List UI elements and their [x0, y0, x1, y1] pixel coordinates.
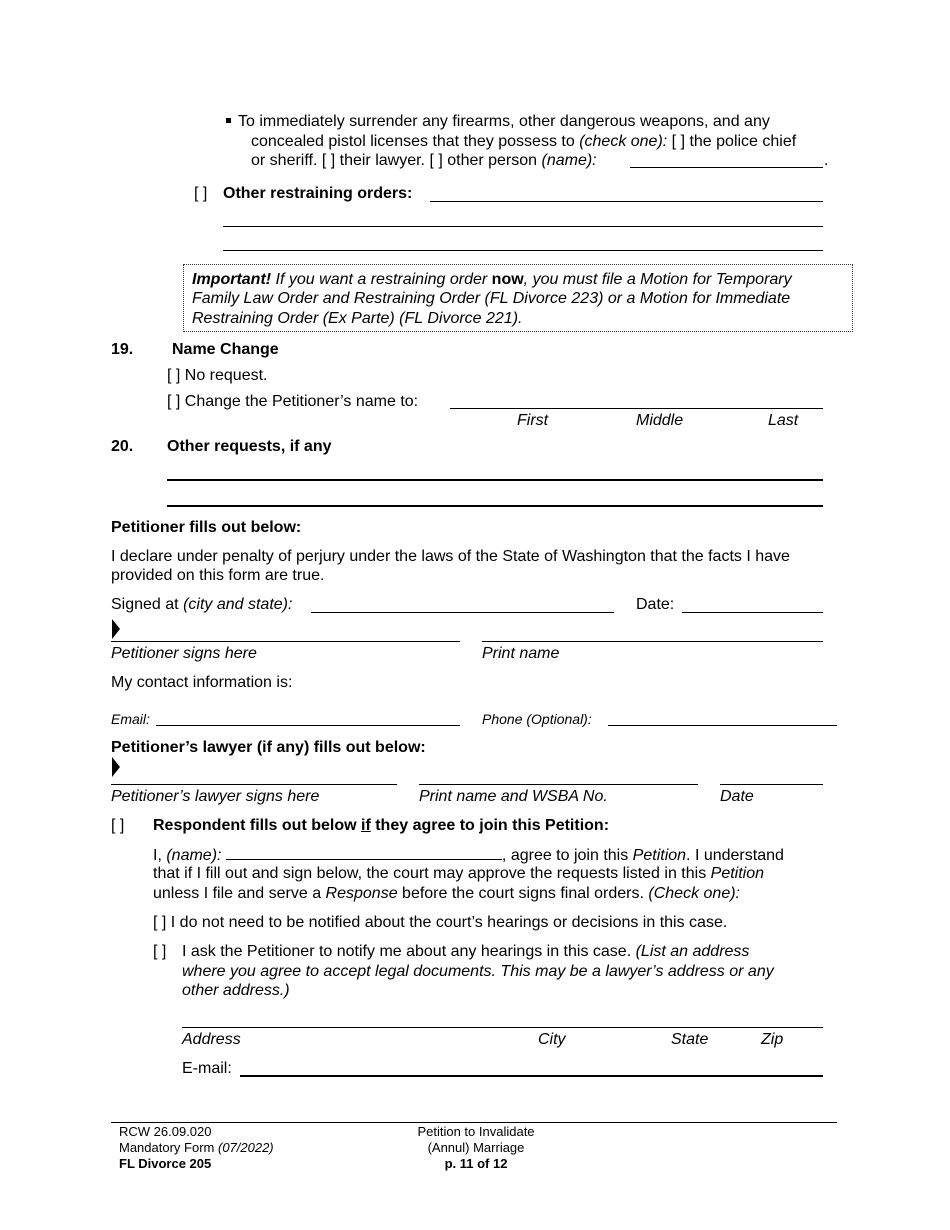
other-restraining-field-2[interactable] [223, 226, 823, 227]
footer-divider [111, 1122, 837, 1123]
middle-label: Middle [636, 412, 684, 429]
state-label: State [671, 1031, 709, 1048]
petitioner-print-name-field[interactable] [482, 641, 823, 642]
petitioner-heading: Petitioner fills out below: [111, 519, 302, 536]
other-restraining-field-3[interactable] [223, 250, 823, 251]
respondent-email-field[interactable] [240, 1075, 823, 1077]
lawyer-print-name-field[interactable] [419, 784, 698, 785]
other-person-name-field[interactable] [630, 167, 823, 168]
address-label: Address [182, 1031, 241, 1048]
declaration-line2: provided on this form are true. [111, 567, 325, 584]
lawyer-date-field[interactable] [720, 784, 823, 785]
other-requests-field-2[interactable] [167, 505, 823, 507]
respondent-para-line2: that if I fill out and sign below, the court may approve the requests listed in this Petition [153, 865, 765, 882]
footer-title-1: Petition to Invalidate [417, 1124, 535, 1139]
option-notify-line2: where you agree to accept legal documents. This may be a lawyer’s address or any [182, 963, 774, 980]
contact-info-label: My contact information is: [111, 674, 293, 691]
option-notify-line1: I ask the Petitioner to notify me about any hearings in this case. (List an address [182, 943, 750, 960]
other-restraining-label: Other restraining orders: [223, 185, 413, 202]
section-20-number: 20. [111, 438, 134, 455]
firearms-line3: or sheriff. [ ] their lawyer. [ ] other person (name): [251, 152, 597, 169]
period: . [824, 152, 829, 169]
firearms-line2: concealed pistol licenses that they possess to (check one): [ ] the police chief [251, 133, 797, 150]
email-field[interactable] [156, 725, 460, 726]
city-label: City [538, 1031, 566, 1048]
lawyer-signs-here-label: Petitioner’s lawyer signs here [111, 788, 320, 805]
footer-rcw: RCW 26.09.020 [119, 1124, 212, 1139]
section-19-number: 19. [111, 341, 134, 358]
lawyer-date-label: Date [720, 788, 754, 805]
signed-at-field[interactable] [311, 612, 614, 613]
footer-form-number: FL Divorce 205 [119, 1156, 212, 1171]
footer-mandatory: Mandatory Form (07/2022) [119, 1140, 274, 1155]
lawyer-print-name-label: Print name and WSBA No. [419, 788, 608, 805]
other-restraining-field-1[interactable] [430, 201, 823, 202]
print-name-label: Print name [482, 645, 560, 662]
date-field[interactable] [682, 612, 823, 613]
last-label: Last [768, 412, 799, 429]
declaration-line1: I declare under penalty of perjury under the laws of the State of Washington that the facts I have [111, 548, 790, 565]
section-20-title: Other requests, if any [167, 438, 332, 455]
zip-label: Zip [761, 1031, 784, 1048]
bullet-icon [226, 118, 231, 123]
petitioner-signs-here-label: Petitioner signs here [111, 645, 257, 662]
respondent-para-line3: unless I file and serve a Response before the court signs final orders. (Check one): [153, 885, 740, 902]
first-label: First [517, 412, 549, 429]
other-restraining-checkbox[interactable]: [ ] [194, 185, 208, 202]
lawyer-heading: Petitioner’s lawyer (if any) fills out below: [111, 739, 426, 756]
option-notify-line3: other address.) [182, 982, 290, 999]
lawyer-signature-arrow-icon [112, 757, 120, 777]
respondent-name-field[interactable] [226, 845, 502, 860]
footer-title-2: (Annul) Marriage [427, 1140, 525, 1155]
lawyer-signature-field[interactable] [111, 784, 397, 785]
option-notify-checkbox[interactable]: [ ] [153, 943, 167, 960]
option-no-notify-checkbox[interactable]: [ ] I do not need to be notified about the court’s hearings or decisions in this case. [153, 914, 728, 931]
respondent-heading: Respondent fills out below if they agree to join this Petition: [153, 817, 610, 834]
signed-at-label: Signed at (city and state): [111, 596, 293, 613]
change-name-checkbox[interactable]: [ ] Change the Petitioner’s name to: [167, 393, 419, 410]
footer-page-number: p. 11 of 12 [444, 1156, 508, 1171]
important-line1: Important! If you want a restraining order now, you must file a Motion for Temporary [192, 271, 792, 288]
phone-label: Phone (Optional): [482, 711, 592, 727]
signature-arrow-icon [112, 619, 120, 639]
other-requests-field-1[interactable] [167, 479, 823, 481]
respondent-email-label: E-mail: [182, 1060, 232, 1077]
section-19-title: Name Change [172, 341, 279, 358]
address-field[interactable] [182, 1027, 823, 1028]
new-name-field[interactable] [450, 408, 823, 409]
firearms-line1: To immediately surrender any firearms, other dangerous weapons, and any [238, 113, 770, 130]
important-line2: Family Law Order and Restraining Order (FL Divorce 223) or a Motion for Immediate [192, 290, 791, 307]
no-request-checkbox[interactable]: [ ] No request. [167, 367, 268, 384]
email-label: Email: [111, 711, 150, 727]
date-label: Date: [636, 596, 675, 613]
respondent-para-line1: I, (name): , agree to join this Petition. I understand [153, 847, 784, 864]
petitioner-signature-field[interactable] [111, 641, 460, 642]
important-line3: Restraining Order (Ex Parte) (FL Divorce 221). [192, 310, 523, 327]
phone-field[interactable] [608, 725, 837, 726]
respondent-checkbox[interactable]: [ ] [111, 817, 125, 834]
